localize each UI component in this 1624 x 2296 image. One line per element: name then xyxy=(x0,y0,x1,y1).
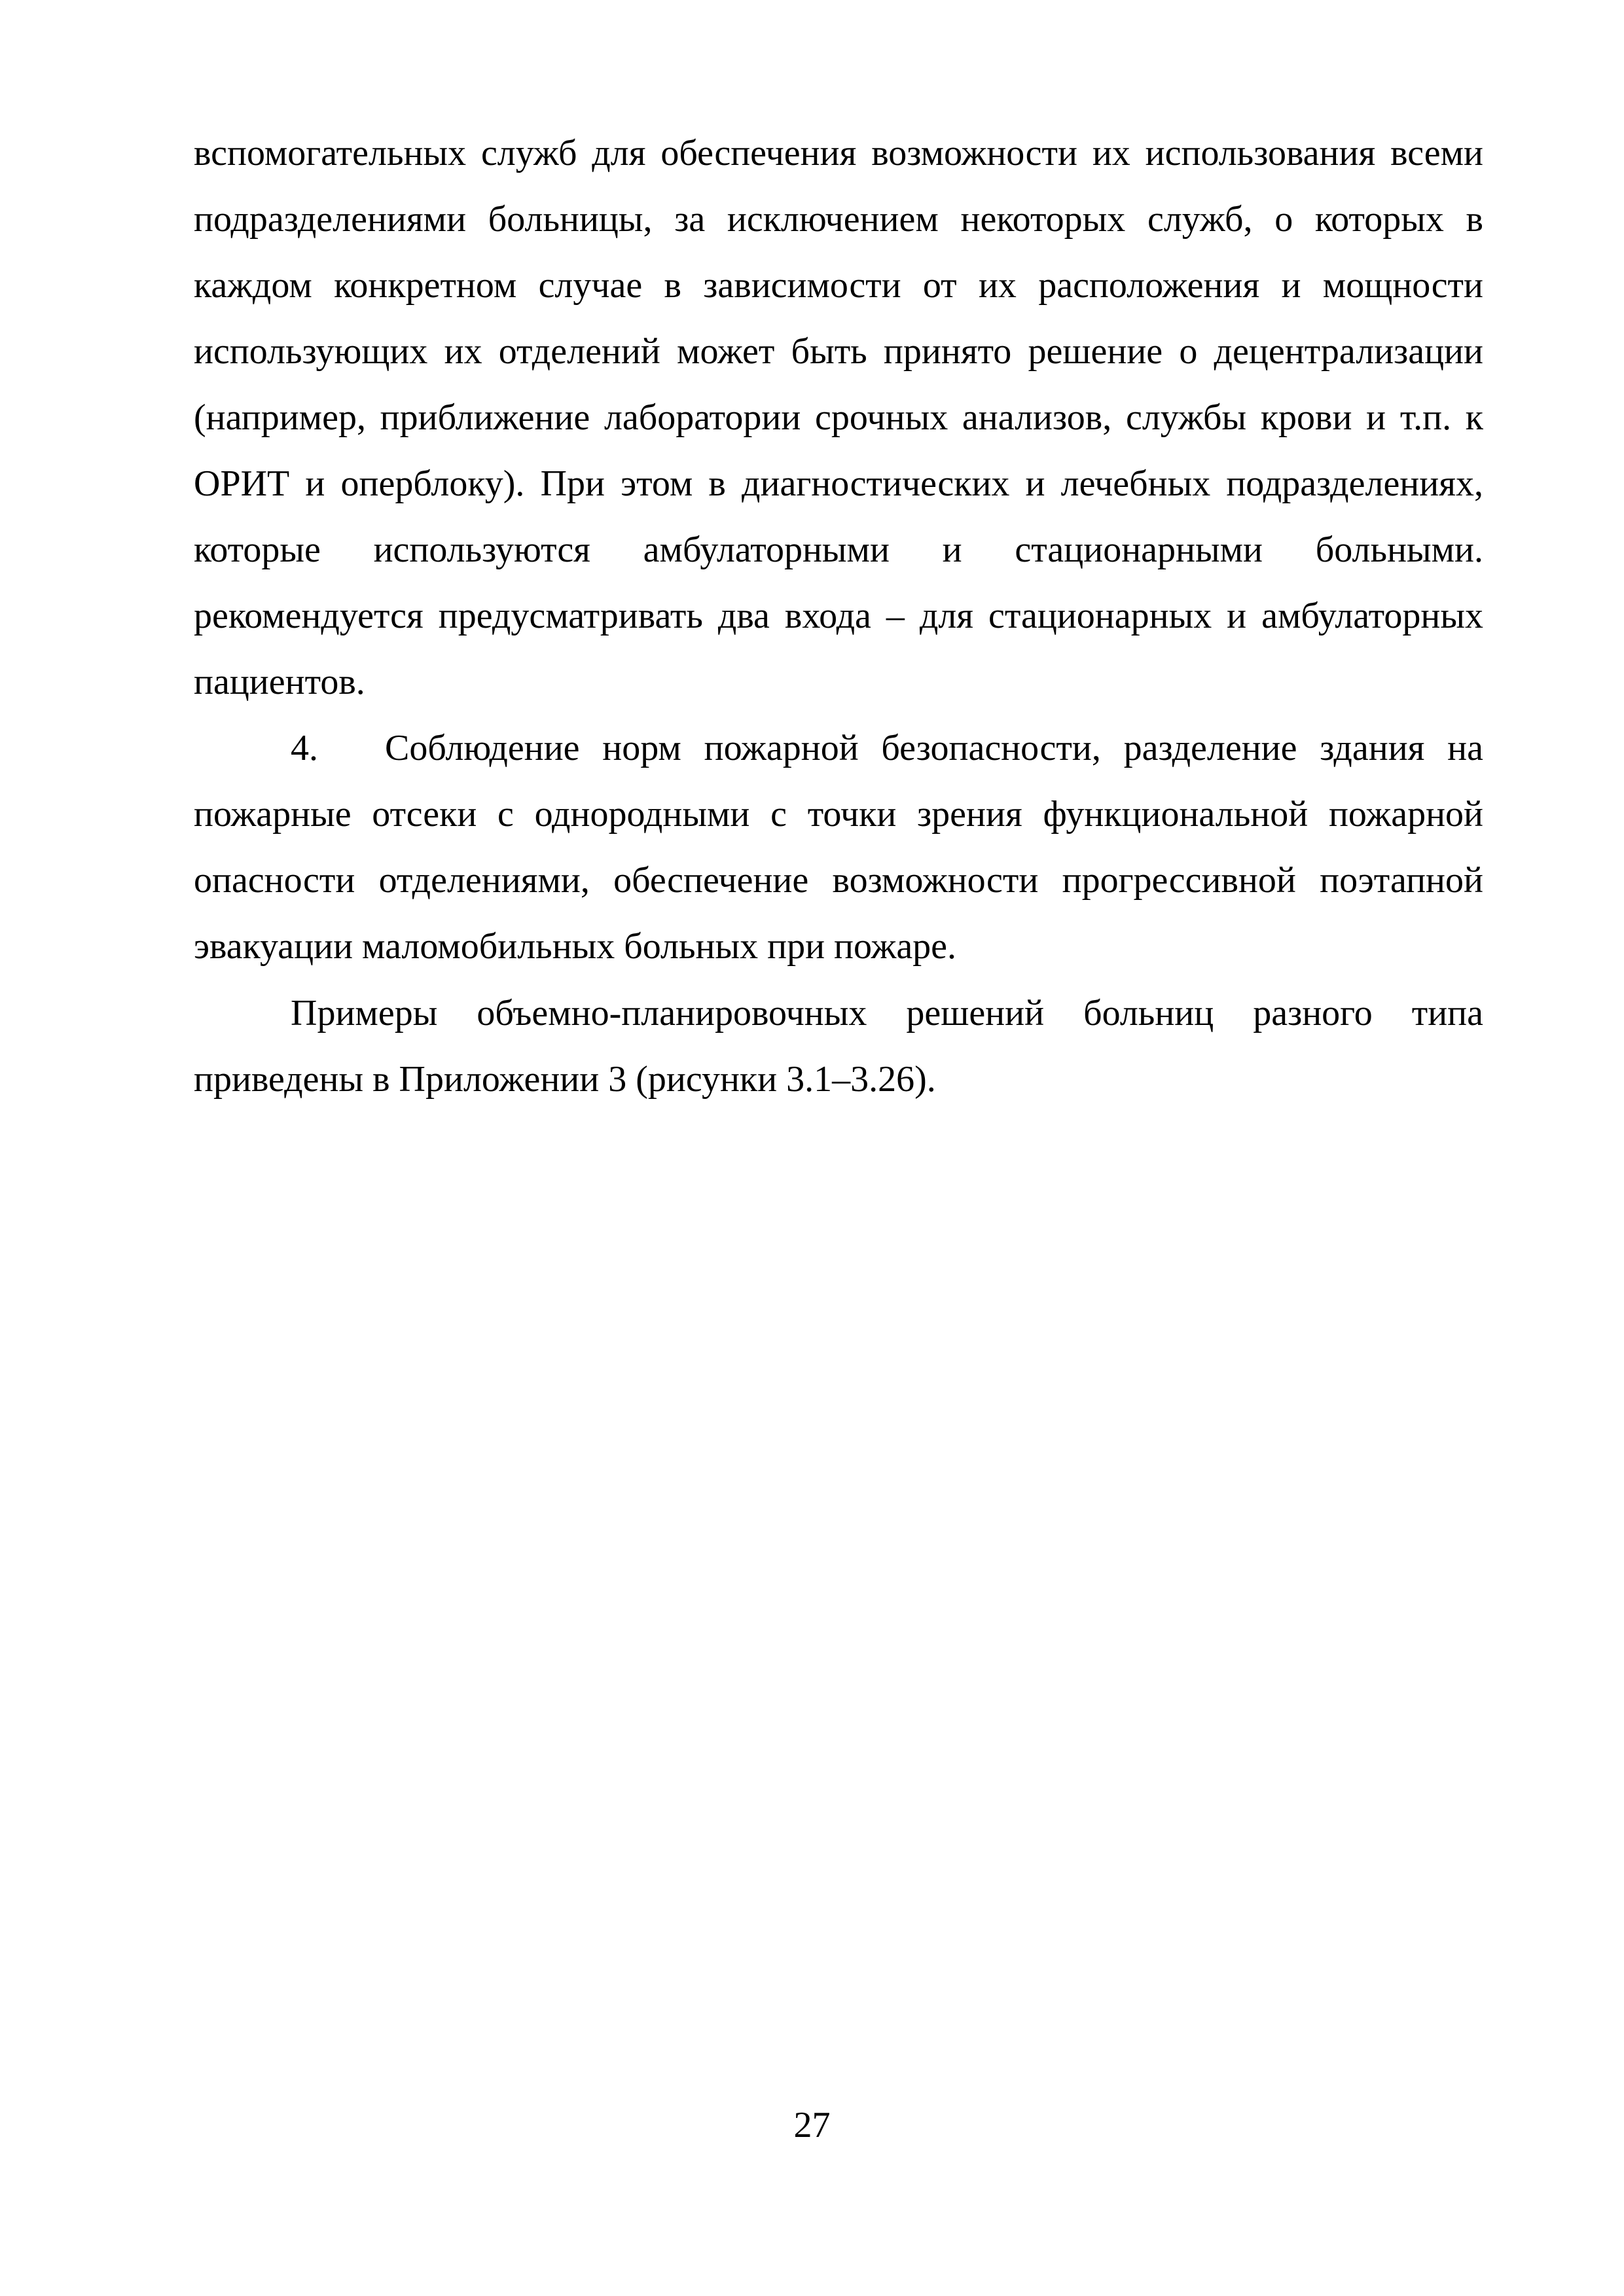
paragraph-examples: Примеры объемно-планировочных решений больниц разного типа приведены в Приложении 3 (рисунки 3.1–3.26). xyxy=(194,993,1483,1100)
list-number: 4. xyxy=(291,728,318,768)
paragraph-continuation: вспомогательных служб для обеспечения возможности их использования всеми подразделениями больницы, за исключением некоторых служб, о которых в каждом конкретном случае в зависимости от их расположения и мощности использующих их отделений может быть принято решение о децентрализации (например, приближение лаборатории срочных анализов, службы крови и т.п. к ОРИТ и оперблоку). При этом в диагностических и лечебных подразделениях, которые используются амбулаторными и стационарными больными. рекомендуется предусматривать два входа – для стационарных и амбулаторных пациентов. xyxy=(194,133,1483,702)
list-item-text: Соблюдение норм пожарной безопасности, разделение здания на пожарные отсеки с однородными с точки зрения функциональной пожарной опасности отделениями, обеспечение возможности прогрессивной поэтапной эвакуации маломобильных больных при пожаре. xyxy=(194,728,1483,967)
list-item-4 xyxy=(194,715,1483,980)
body-text xyxy=(194,120,1483,1113)
page-number: 27 xyxy=(793,2105,831,2145)
